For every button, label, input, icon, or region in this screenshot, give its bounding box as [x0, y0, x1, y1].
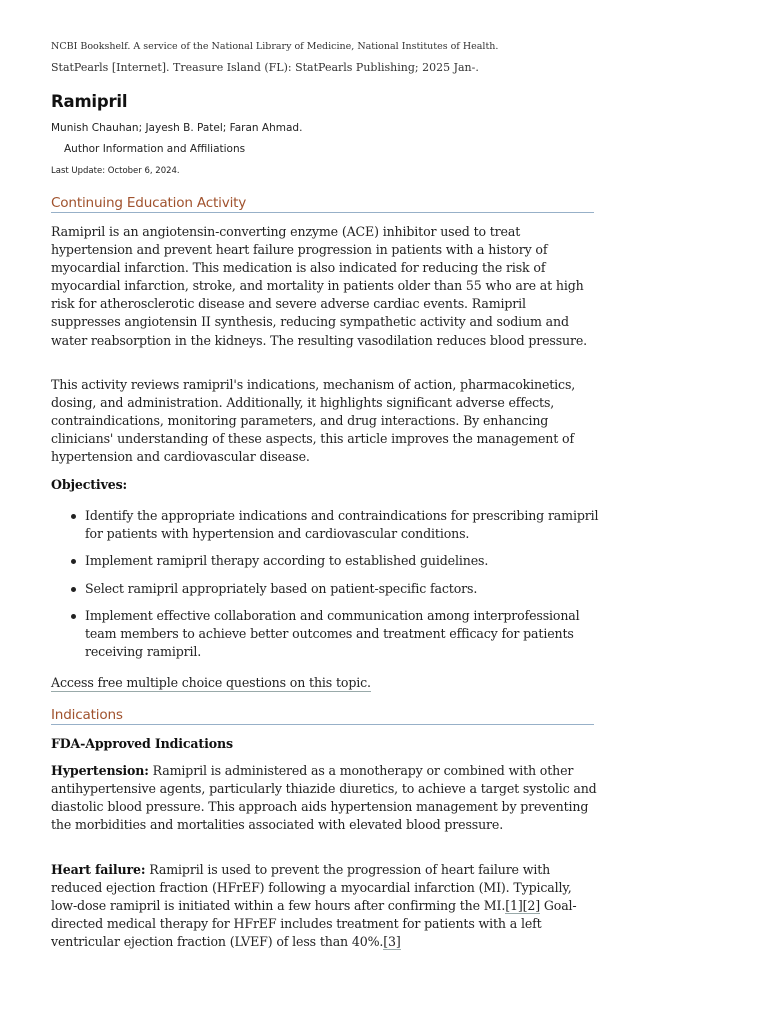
section-heading-continuing-education: Continuing Education Activity [51, 195, 594, 213]
last-update: Last Update: October 6, 2024. [51, 166, 180, 176]
objective-text: Identify the appropriate indications and contraindications for prescribing ramipril for patients with hypertension and cardiovascular conditions. [85, 508, 599, 542]
objectives-label-text: Objectives: [51, 477, 128, 492]
fda-subheading [51, 735, 599, 753]
reference-link-1[interactable]: [1] [505, 898, 523, 914]
reference-link-3[interactable]: [3] [383, 934, 401, 950]
citation: StatPearls [Internet]. Treasure Island (FL): StatPearls Publishing; 2025 Jan-. [51, 61, 479, 74]
hypertension-paragraph [51, 762, 599, 834]
page-title: Ramipril [51, 92, 128, 111]
hypertension-label: Hypertension: [51, 763, 149, 778]
author-affiliations-link[interactable]: Author Information and Affiliations [64, 143, 246, 155]
list-item [51, 507, 599, 543]
bullet-icon [71, 587, 76, 592]
hypertension-text: Ramipril is administered as a monotherapy or combined with other antihypertensive agents, particularly thiazide diuretics, to achieve a target systolic and diastolic blood pressure. This approach aids hypertension management by preventing the morbidities and mortalities associated with elevated blood pressure. [51, 763, 597, 833]
list-item [51, 580, 599, 598]
review-paragraph: This activity reviews ramipril's indications, mechanism of action, pharmacokinetics, dosing, and administration. Additionally, it highlights significant adverse effects, contraindications, monitoring parameters, and drug interactions. By enhancing clinicians' understanding of these aspects, this article improves the management of hypertension and cardiovascular disease. [51, 377, 576, 465]
objectives-label [51, 476, 599, 494]
objective-text: Select ramipril appropriately based on patient-specific factors. [85, 580, 478, 596]
list-item [51, 552, 599, 570]
heart-failure-paragraph [51, 861, 599, 951]
intro-paragraph: Ramipril is an angiotensin-converting enzyme (ACE) inhibitor used to treat hypertension and prevent heart failure progression in patients with a history of myocardial infarction. This medication is also indicated for reducing the risk of myocardial infarction, stroke, and mortality in patients older than 55 who are at high risk for atherosclerotic disease and severe adverse cardiac events. Ramipril suppresses angiotensin II synthesis, reducing sympathetic activity and sodium and water reabsorption in the kidneys. The resulting vasodilation reduces blood pressure. [51, 224, 588, 348]
bullet-icon [71, 559, 76, 564]
bullet-icon [71, 514, 76, 519]
list-item [51, 607, 599, 661]
heart-failure-text: Ramipril is used to prevent the progression of heart failure with reduced ejection fraction (HFrEF) following a myocardial infarction (MI). Typically, low-dose ramipril is initiated within a few hours after confirming the MI. [51, 862, 572, 914]
reference-link-2[interactable]: [2] [522, 898, 540, 914]
mcq-link[interactable]: Access free multiple choice questions on this topic. [51, 675, 371, 690]
bullet-icon [71, 614, 76, 619]
fda-subheading-text: FDA-Approved Indications [51, 736, 233, 751]
heart-failure-text-continued: Goal-directed medical therapy for HFrEF includes treatment for patients with a left ventricular ejection fraction (LVEF) of less than 40%. [51, 898, 577, 950]
section-heading-indications: Indications [51, 707, 594, 725]
heart-failure-label: Heart failure: [51, 862, 146, 877]
objective-text: Implement ramipril therapy according to established guidelines. [85, 553, 489, 569]
objective-text: Implement effective collaboration and communication among interprofessional team members to achieve better outcomes and treatment efficacy for patients receiving ramipril. [85, 608, 580, 660]
objectives-list [51, 507, 599, 671]
masthead: NCBI Bookshelf. A service of the National Library of Medicine, National Institutes of Health. [51, 41, 499, 52]
authors: Munish Chauhan; Jayesh B. Patel; Faran Ahmad. [51, 122, 303, 134]
